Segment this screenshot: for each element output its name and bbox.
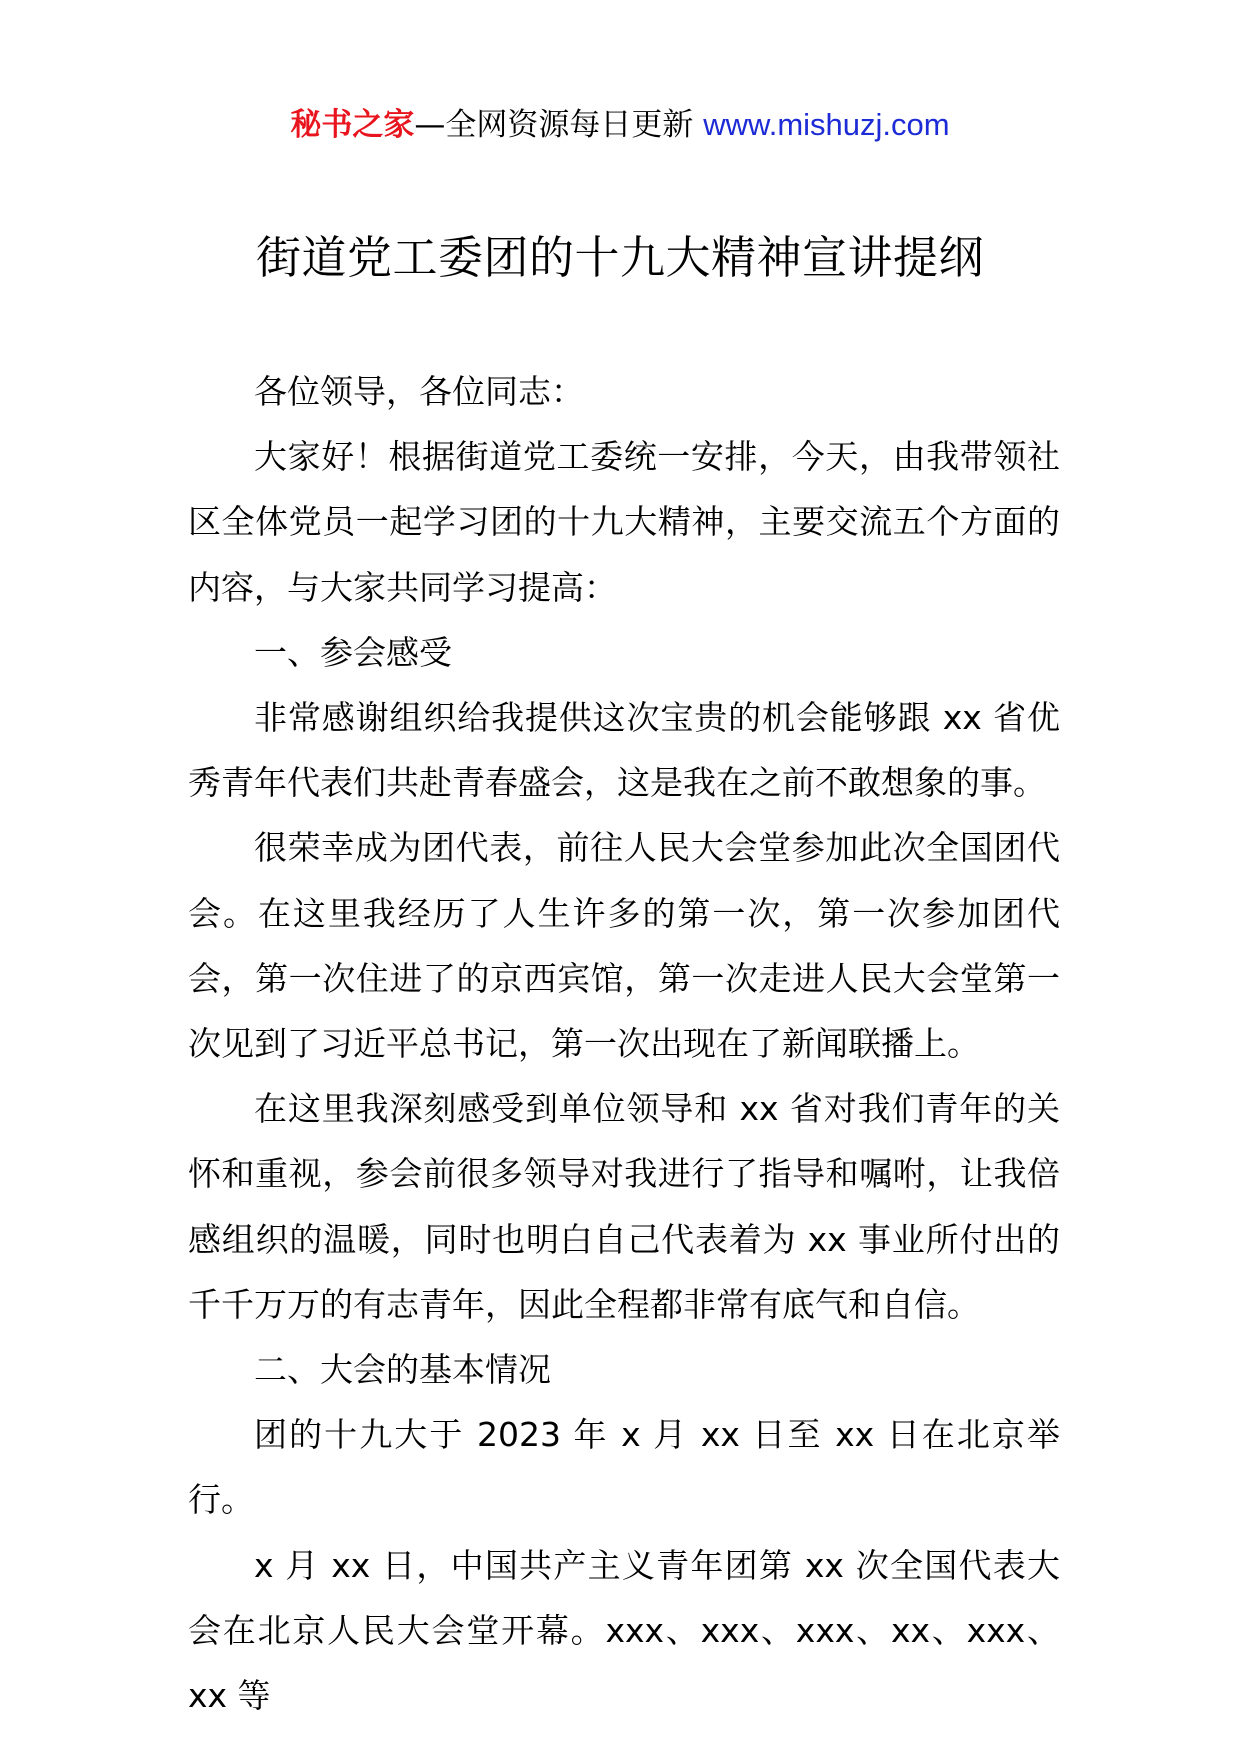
- paragraph: 非常感谢组织给我提供这次宝贵的机会能够跟 xx 省优秀青年代表们共赴青春盛会，这是我在之前不敢想象的事。: [188, 698, 1060, 803]
- site-header: [0, 100, 1240, 150]
- section-heading: 二、大会的基本情况: [254, 1350, 551, 1390]
- document-body: [188, 359, 1060, 1728]
- paragraph: 大家好！根据街道党工委统一安排，今天，由我带领社区全体党员一起学习团的十九大精神，主要交流五个方面的内容，与大家共同学习提高：: [188, 437, 1060, 607]
- paragraph: x 月 xx 日，中国共产主义青年团第 xx 次全国代表大会在北京人民大会堂开幕。xxx、xxx、xxx、xx、xxx、xx 等: [188, 1545, 1060, 1716]
- section-heading: 一、参会感受: [254, 632, 452, 672]
- paragraph: 团的十九大于 2023 年 x 月 xx 日至 xx 日在北京举行。: [188, 1415, 1060, 1520]
- site-url[interactable]: www.mishuzj.com: [703, 107, 950, 142]
- paragraph: 在这里我深刻感受到单位领导和 xx 省对我们青年的关怀和重视，参会前很多领导对我进行了指导和嘱咐，让我倍感组织的温暖，同时也明白自己代表着为 xx 事业所付出的千千万万的有志青年，因此全程都非常有底气和自信。: [188, 1089, 1060, 1324]
- document-title: 街道党工委团的十九大精神宣讲提纲: [255, 231, 984, 284]
- paragraph: 很荣幸成为团代表，前往人民大会堂参加此次全国团代会。在这里我经历了人生许多的第一次，第一次参加团代会，第一次住进了的京西宾馆，第一次走进人民大会堂第一次见到了习近平总书记，第一次出现在了新闻联播上。: [188, 828, 1060, 1064]
- salutation: 各位领导，各位同志：: [254, 372, 584, 411]
- header-tagline: —全网资源每日更新: [414, 107, 694, 143]
- brand-name: 秘书之家: [290, 107, 415, 143]
